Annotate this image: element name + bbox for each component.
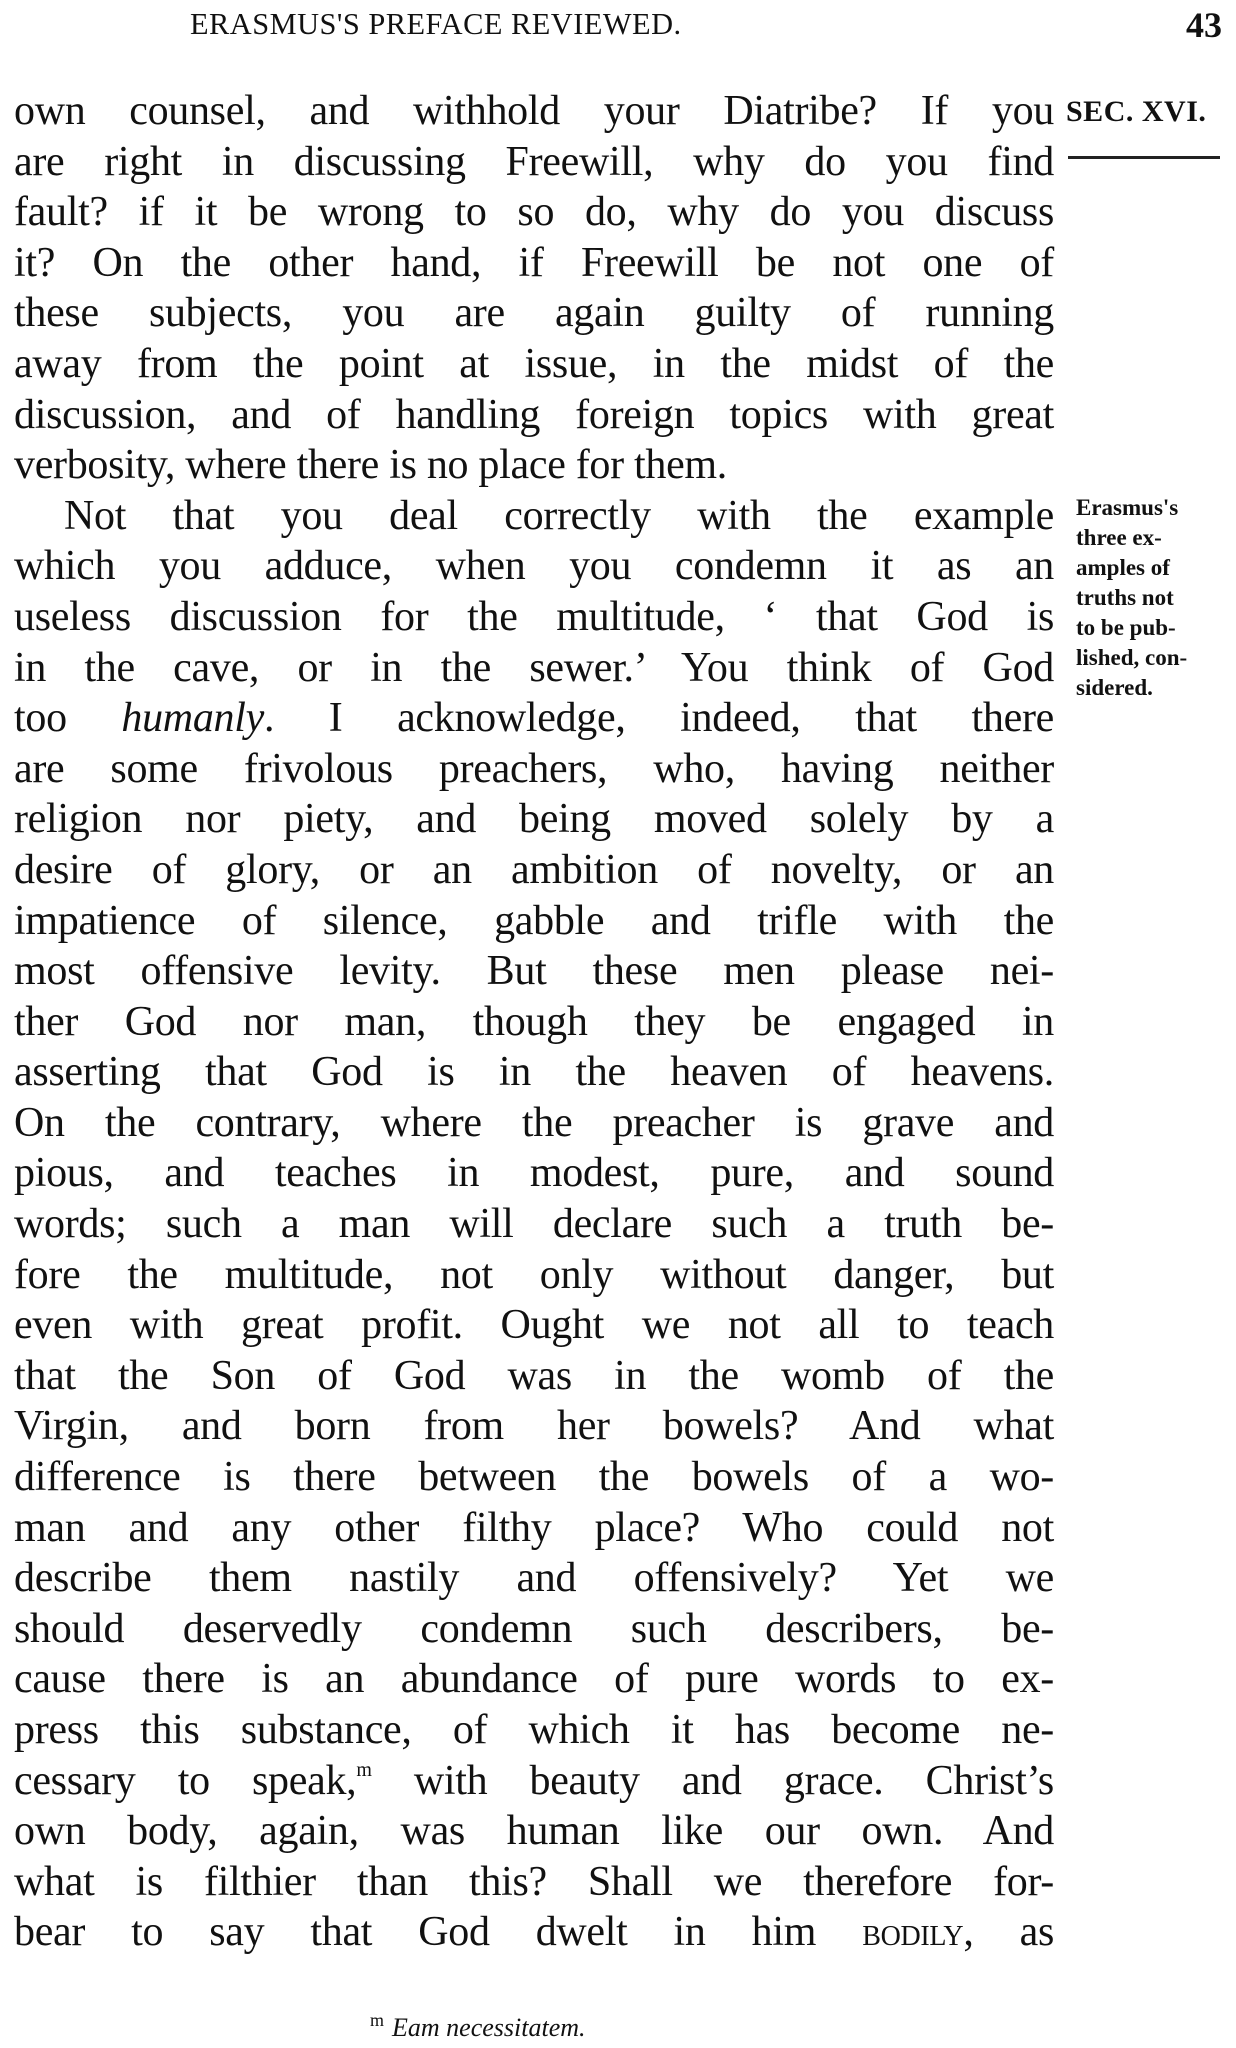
section-label: SEC. XVI.	[1066, 95, 1207, 128]
text-line: that the Son of God was in the womb of the	[14, 1352, 1054, 1399]
text-line: are right in discussing Freewill, why do you find	[14, 138, 1054, 185]
text-line: asserting that God is in the heaven of heavens.	[14, 1049, 1054, 1096]
text-line: what is filthier than this? Shall we therefore for-	[14, 1858, 1054, 1905]
text-segment: cessary to speak,	[14, 1757, 357, 1804]
text-line: fore the multitude, not only without danger, but	[14, 1251, 1054, 1298]
text-line: man and any other filthy place? Who could not	[14, 1504, 1054, 1551]
text-segment: too	[14, 695, 122, 742]
text-line: religion nor piety, and being moved solely by a	[14, 796, 1054, 843]
text-line: difference is there between the bowels of a wo-	[14, 1454, 1054, 1501]
margin-note-line: to be pub-	[1076, 615, 1176, 640]
footnote-mark: m	[370, 2010, 385, 2030]
text-line	[14, 1907, 1054, 1958]
italic-word: humanly	[121, 695, 264, 742]
text-line: discussion, and of handling foreign topics with great	[14, 391, 1054, 438]
text-line: describe them nastily and offensively? Yet we	[14, 1555, 1054, 1602]
text-segment: bear to say that God dwelt in him	[14, 1909, 863, 1956]
text-line: should deservedly condemn such describers, be-	[14, 1605, 1054, 1652]
margin-note-line: sidered.	[1076, 675, 1153, 700]
text-line: press this substance, of which it has become ne-	[14, 1707, 1054, 1753]
page-number: 43	[1186, 5, 1222, 45]
text-line: Virgin, and born from her bowels? And what	[14, 1403, 1054, 1450]
text-line: most offensive levity. But these men please nei-	[14, 948, 1054, 995]
text-line: even with great profit. Ought we not all to teach	[14, 1302, 1054, 1349]
text-line: words; such a man will declare such a truth be-	[14, 1201, 1054, 1248]
margin-note-line: three ex-	[1076, 525, 1162, 550]
text-line: are some frivolous preachers, who, having neither	[14, 745, 1054, 792]
text-line: own counsel, and withhold your Diatribe? If you	[14, 88, 1054, 134]
section-rule-divider	[1068, 156, 1220, 159]
margin-note-line: truths not	[1076, 585, 1174, 610]
text-line: cause there is an abundance of pure words to ex-	[14, 1656, 1054, 1703]
margin-note-line: amples of	[1076, 555, 1170, 580]
text-line: these subjects, you are again guilty of running	[14, 290, 1054, 337]
small-caps-word: bodily	[862, 1909, 964, 1955]
text-line	[14, 693, 1054, 744]
text-line: On the contrary, where the preacher is grave and	[14, 1099, 1054, 1146]
text-line: it? On the other hand, if Freewill be not one of	[14, 239, 1054, 286]
margin-note	[1076, 493, 1236, 703]
footnote-text: Eam necessitatem.	[392, 2013, 586, 2042]
text-line: impatience of silence, gabble and trifle with the	[14, 897, 1054, 944]
text-line: which you adduce, when you condemn it as an	[14, 543, 1054, 590]
text-line	[14, 1756, 1054, 1807]
text-segment: . I acknowledge, indeed, that there	[263, 695, 1054, 742]
text-line: useless discussion for the multitude, ‘ that God is	[14, 593, 1054, 640]
running-header	[0, 6, 1236, 52]
text-line: pious, and teaches in modest, pure, and sound	[14, 1150, 1054, 1197]
margin-note-line: Erasmus's	[1076, 495, 1179, 520]
text-line: desire of glory, or an ambition of novelty, or an	[14, 846, 1054, 893]
running-title: ERASMUS'S PREFACE REVIEWED.	[190, 6, 682, 41]
text-line: away from the point at issue, in the midst of the	[14, 340, 1054, 387]
text-line: ther God nor man, though they be engaged in	[14, 998, 1054, 1045]
text-segment: , as	[963, 1909, 1054, 1956]
text-line: verbosity, where there is no place for them.	[14, 442, 727, 489]
margin-note-line: lished, con-	[1076, 645, 1188, 670]
footnote-reference[interactable]: m	[356, 1758, 372, 1781]
text-segment: with beauty and grace. Christ’s	[371, 1757, 1054, 1804]
body-text	[14, 86, 1054, 1958]
text-line: own body, again, was human like our own. And	[14, 1808, 1054, 1855]
text-line: in the cave, or in the sewer.’ You think of God	[14, 644, 1054, 691]
footnote	[370, 2000, 586, 2048]
text-line: fault? if it be wrong to so do, why do you discuss	[14, 189, 1054, 236]
paragraph-start-line: Not that you deal correctly with the example	[64, 492, 1054, 539]
